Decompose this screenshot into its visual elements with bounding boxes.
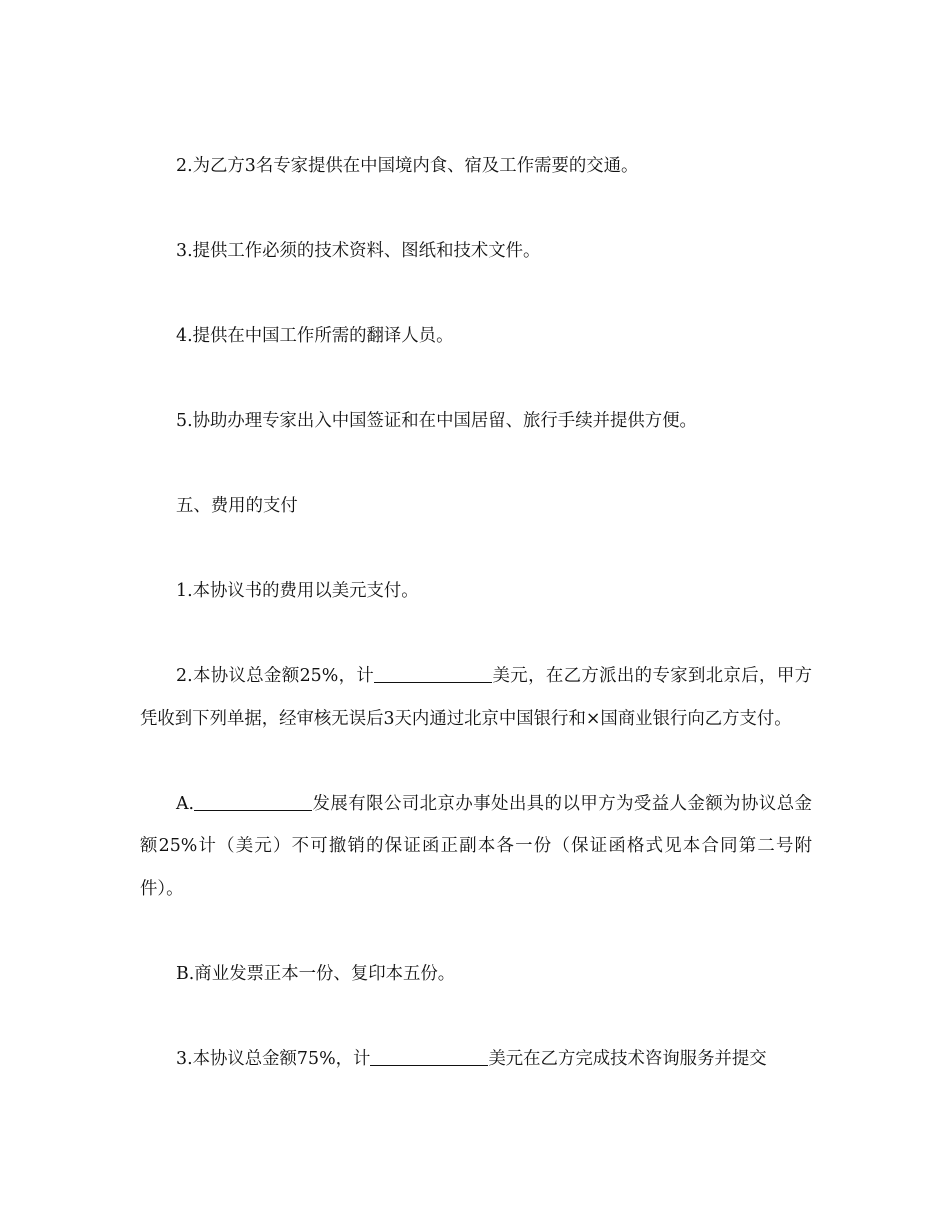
payment-clause-3-after: 美元在乙方完成技术咨询服务并提交 — [488, 1048, 767, 1069]
payment-clause-3 — [140, 1038, 812, 1081]
item-b: B.商业发票正本一份、复印本五份。 — [176, 963, 456, 984]
amount-blank — [374, 664, 492, 683]
payment-clause-3-before: 3.本协议总金额75%，计 — [176, 1048, 371, 1069]
document-page — [140, 145, 812, 1123]
clause-4-translators: 4.提供在中国工作所需的翻译人员。 — [176, 326, 454, 346]
payment-clause-2-after: 美元，在乙方派出的专家到北京后，甲方凭收到下列单据，经审核无误后3天内通过北京中国银行和×国商业银行向乙方支付。 — [140, 666, 812, 729]
item-a-after: 发展有限公司北京办事处出具的以甲方为受益人金额为协议总金额25%计（美元）不可撤销的保证函正副本各一份（保证函格式见本合同第二号附件）。 — [140, 793, 812, 899]
clause-2-transport: 2.为乙方3名专家提供在中国境内食、宿及工作需要的交通。 — [176, 156, 639, 176]
clause-5-visa: 5.协助办理专家出入中国签证和在中国居留、旅行手续并提供方便。 — [176, 411, 697, 431]
payment-clause-2-before: 2.本协议总金额25%，计 — [176, 666, 375, 686]
company-blank — [194, 792, 312, 811]
amount-blank — [370, 1047, 488, 1066]
item-a — [140, 783, 812, 911]
clause-3-documents: 3.提供工作必须的技术资料、图纸和技术文件。 — [176, 241, 541, 261]
payment-clause-1: 1.本协议书的费用以美元支付。 — [176, 581, 419, 601]
item-a-before: A. — [176, 793, 195, 814]
payment-clause-2 — [140, 655, 812, 740]
section-heading-payment: 五、费用的支付 — [176, 496, 298, 516]
